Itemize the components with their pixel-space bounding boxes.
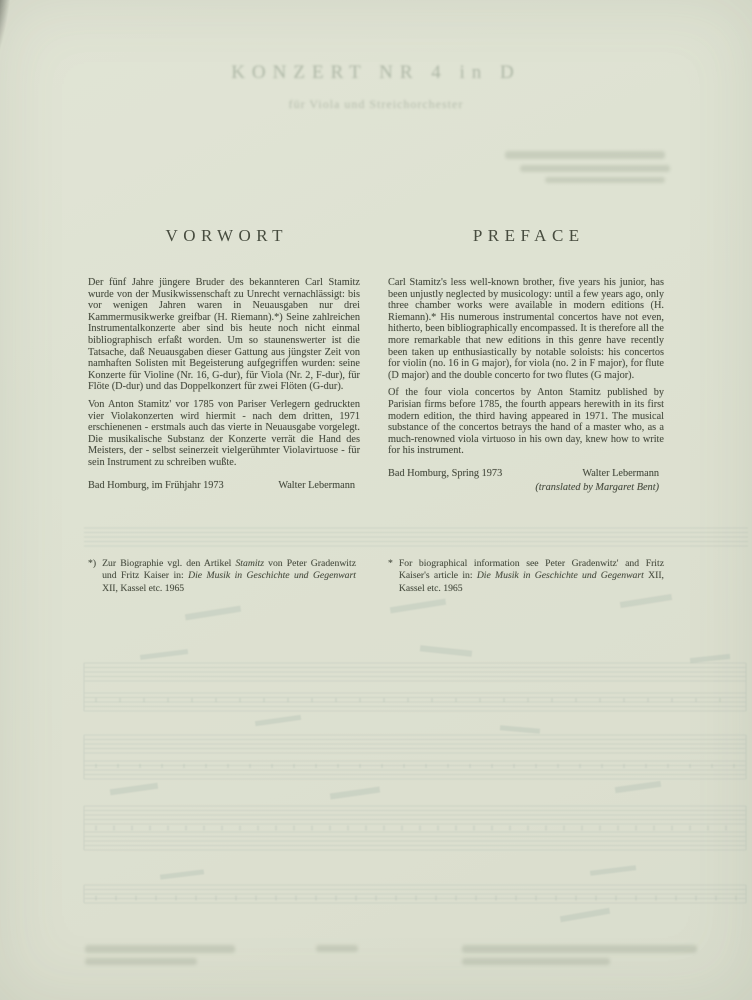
german-footnote-text: Zur Biographie vgl. den Artikel Stamitz von Peter Gradenwitz und Fritz Kaiser in: Die Musik in Geschichte und Gegenwart XII, Kassel etc. 1965 [102, 558, 356, 594]
bleedthrough-composer-ghost [520, 165, 670, 172]
bleedthrough-imprint-ghost [462, 958, 610, 965]
bleedthrough-concert-title: KONZERT NR 4 in D [231, 62, 521, 83]
german-preface-column [88, 227, 360, 491]
english-paragraph-2: Of the four viola concertos by Anton Stamitz published by Parisian firms before 1785, the fourth appears herewith in its first modern edition, the third having appeared in 1971. The musical substance of the concertos betrays the hand of a master who, as a much-renowned viola virtuoso in his own day, knew how to write for his instrument. [388, 387, 664, 457]
bleedthrough-composer-ghost [505, 151, 665, 159]
english-author: Walter Lebermann [582, 467, 659, 479]
bleedthrough-imprint-ghost [462, 945, 697, 953]
german-footnote [88, 558, 356, 595]
german-author: Walter Lebermann [278, 479, 355, 491]
german-paragraph-1: Der fünf Jahre jüngere Bruder des bekannteren Carl Stamitz wurde von der Musikwissenschaft zu Unrecht vernachlässigt: bis vor wenigen Jahren waren in Neuausgaben nur drei Kammermusikwerke greifbar (H. Riemann).*) Seine zahlreichen Instrumentalkonzerte aber sind bis heute noch nicht einmal bibliographisch erfaßt worden. Um so staunenswerter ist die Tatsache, daß Neuausgaben dieser Gattung aus jüngster Zeit von namhaften Solisten mit Begeisterung aufgegriffen wurden: seine Konzerte für Violine (Nr. 16, G-dur), für Viola (Nr. 2, F-dur), für Flöte (D-dur) und das Doppelkonzert für zwei Flöten (G-dur). [88, 277, 360, 393]
english-signature-row [388, 468, 664, 480]
bleedthrough-imprint-ghost [85, 945, 235, 953]
bleedthrough-concert-subtitle: für Viola und Streichorchester [288, 97, 464, 111]
english-preface-column [388, 227, 664, 493]
german-heading: VORWORT [165, 226, 288, 245]
german-place-date: Bad Homburg, im Frühjahr 1973 [88, 479, 224, 491]
english-heading: PREFACE [472, 226, 585, 245]
english-footnote [388, 558, 664, 595]
bleedthrough-imprint-ghost [85, 958, 197, 965]
english-paragraph-1: Carl Stamitz's less well-known brother, five years his junior, has been unjustly neglected by musicology: until a few years ago, only three chamber works were available in modern editions (H. Riemann).* His numerous instrumental concertos have not even, hitherto, been bibliographically encompassed. It is therefore all the more remarkable that new editions in this genre have recently been taken up enthusiastically by notable soloists: his concertos for violin (no. 16 in G major), for viola (no. 2 in F major), for flute (D major) and the double concerto for two flutes (G major). [388, 277, 664, 381]
english-footnote-marker: * [388, 558, 393, 569]
english-footnote-text: For biographical information see Peter Gradenwitz' and Fritz Kaiser's article in: Die Musik in Geschichte und Gegenwart XII, Kassel etc. 1965 [398, 558, 664, 594]
translator-credit: (translated by Margaret Bent) [535, 481, 659, 493]
book-edge-shadow [0, 0, 140, 240]
bleedthrough-composer-ghost [545, 177, 665, 183]
german-footnote-marker: *) [88, 558, 97, 569]
german-signature-row [88, 480, 360, 492]
english-place-date: Bad Homburg, Spring 1973 [388, 467, 503, 479]
bleedthrough-imprint-ghost [316, 945, 358, 952]
german-paragraph-2: Von Anton Stamitz' vor 1785 von Pariser Verlegern gedruckten vier Violakonzerten wird hiermit - nach dem dritten, 1971 erschienenen - erstmals auch das vierte in Neuausgabe vorgelegt. Die musikalische Substanz der Konzerte verrät die Hand des Meisters, der - selbst seinerzeit vielgerühmter Violavirtuose - für sein Instrument zu schreiben wußte. [88, 398, 360, 468]
